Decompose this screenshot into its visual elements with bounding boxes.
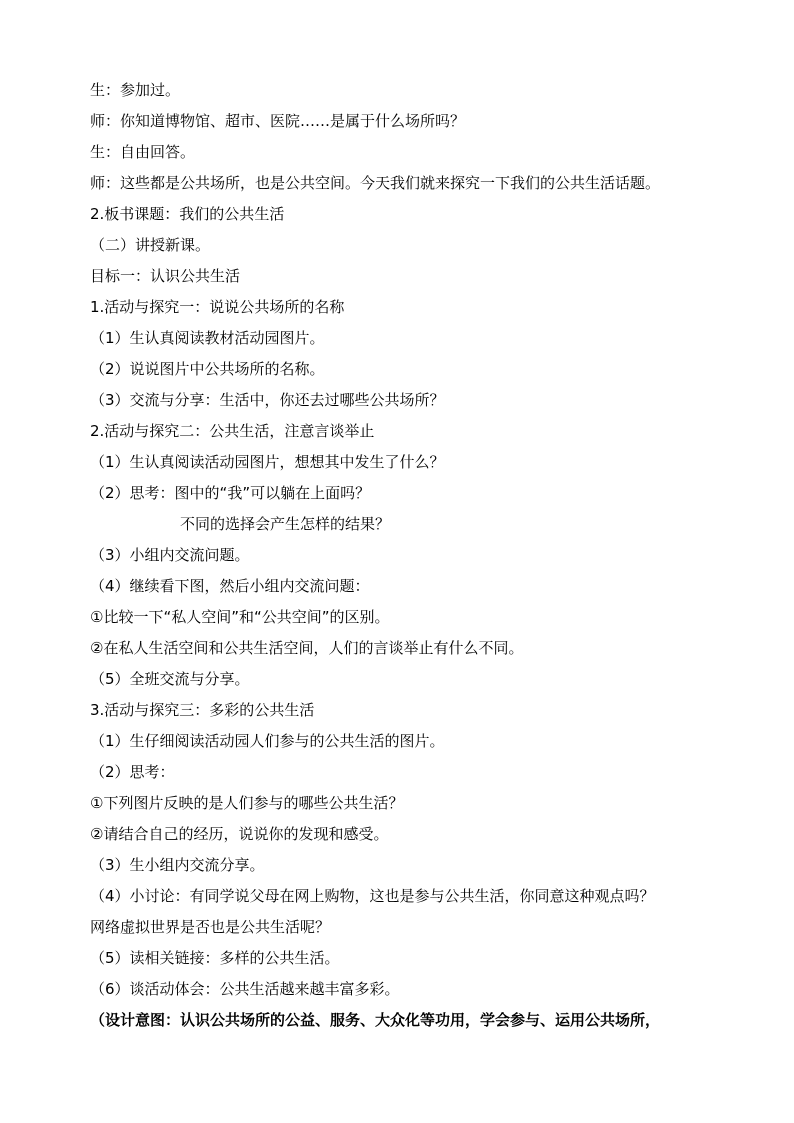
text-line: 师：你知道博物馆、超市、医院……是属于什么场所吗？ [90,112,466,130]
text-line: （1）生仔细阅读活动园人们参与的公共生活的图片。 [90,732,445,750]
text-line: （2）思考：图中的“我”可以躺在上面吗？ [90,484,371,502]
activity-heading: 1.活动与探究一：说说公共场所的名称 [90,298,345,316]
text-line: （1）生认真阅读活动园图片，想想其中发生了什么？ [90,453,445,471]
text-line: 网络虚拟世界是否也是公共生活呢？ [90,918,331,936]
text-line: （5）全班交流与分享。 [90,670,250,688]
text-line: （2）说说图片中公共场所的名称。 [90,360,325,378]
text-line: ②请结合自己的经历，说说你的发现和感受。 [90,825,389,843]
objective-heading: 目标一：认识公共生活 [90,267,241,285]
text-line: 生：参加过。 [90,81,181,99]
text-line: （3）生小组内交流分享。 [90,856,265,874]
text-line: （2）思考： [90,763,175,781]
activity-heading: 3.活动与探究三：多彩的公共生活 [90,701,315,719]
text-line: （4）继续看下图，然后小组内交流问题： [90,577,370,595]
text-line: （3）小组内交流问题。 [90,546,250,564]
activity-heading: 2.活动与探究二：公共生活，注意言谈举止 [90,422,375,440]
text-line: 生：自由回答。 [90,143,196,161]
text-line: 2.板书课题：我们的公共生活 [90,205,285,223]
text-line: （5）读相关链接：多样的公共生活。 [90,949,340,967]
text-line: （1）生认真阅读教材活动园图片。 [90,329,325,347]
text-line: ①下列图片反映的是人们参与的哪些公共生活？ [90,794,404,812]
text-line: （3）交流与分享：生活中，你还去过哪些公共场所？ [90,391,445,409]
text-line: ①比较一下“私人空间”和“公共空间”的区别。 [90,608,390,626]
text-line-indented: 不同的选择会产生怎样的结果？ [180,515,391,533]
design-intent-line: （设计意图：认识公共场所的公益、服务、大众化等功用，学会参与、运用公共场所， [90,1011,661,1029]
text-line: ②在私人生活空间和公共生活空间，人们的言谈举止有什么不同。 [90,639,524,657]
text-line: 师：这些都是公共场所，也是公共空间。今天我们就来探究一下我们的公共生活话题。 [90,174,661,192]
section-heading: （二）讲授新课。 [90,236,211,254]
text-line: （4）小讨论：有同学说父母在网上购物，这也是参与公共生活，你同意这种观点吗？ [90,887,655,905]
text-line: （6）谈活动体会：公共生活越来越丰富多彩。 [90,980,400,998]
